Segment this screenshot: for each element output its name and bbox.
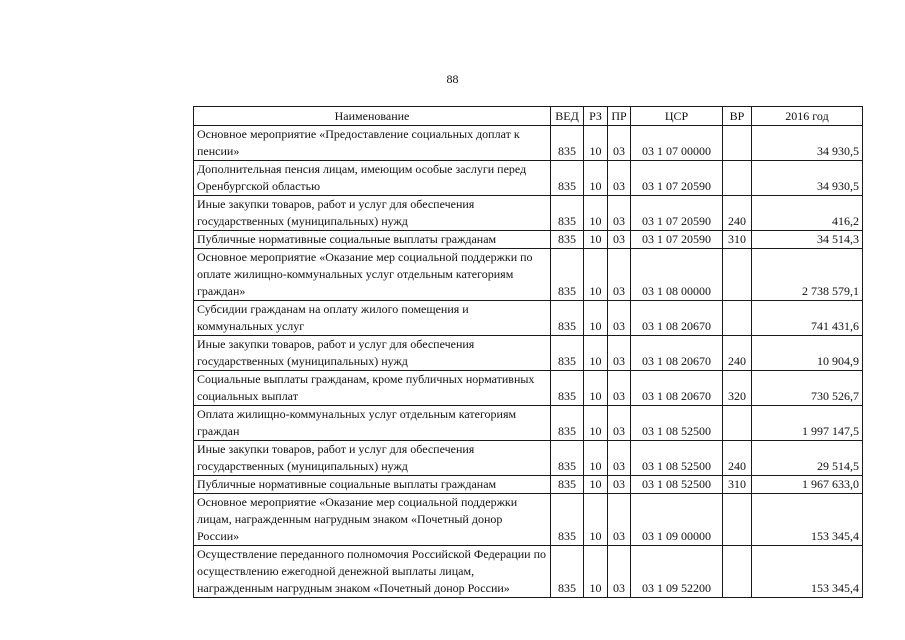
table-row <box>194 161 863 196</box>
table-row <box>194 196 863 231</box>
row-csr: 03 1 08 52500 <box>631 476 723 494</box>
row-pr: 03 <box>608 301 631 336</box>
row-ved: 835 <box>551 336 584 371</box>
row-rz: 10 <box>584 196 608 231</box>
table-row <box>194 546 863 598</box>
row-csr: 03 1 08 00000 <box>631 249 723 301</box>
row-vr <box>723 546 752 598</box>
row-rz: 10 <box>584 371 608 406</box>
row-vr: 310 <box>723 231 752 249</box>
row-csr: 03 1 09 00000 <box>631 494 723 546</box>
budget-table <box>193 106 863 598</box>
row-csr: 03 1 07 20590 <box>631 196 723 231</box>
row-vr: 240 <box>723 196 752 231</box>
row-csr: 03 1 07 20590 <box>631 231 723 249</box>
table-row <box>194 476 863 494</box>
row-name: Иные закупки товаров, работ и услуг для обеспечения государственных (муниципальных) нужд <box>194 196 551 231</box>
row-vr <box>723 494 752 546</box>
row-ved: 835 <box>551 441 584 476</box>
row-amount: 29 514,5 <box>752 441 863 476</box>
row-vr: 320 <box>723 371 752 406</box>
row-pr: 03 <box>608 336 631 371</box>
row-name: Социальные выплаты гражданам, кроме публичных нормативных социальных выплат <box>194 371 551 406</box>
row-ved: 835 <box>551 231 584 249</box>
row-rz: 10 <box>584 336 608 371</box>
row-rz: 10 <box>584 494 608 546</box>
row-name: Публичные нормативные социальные выплаты гражданам <box>194 231 551 249</box>
row-csr: 03 1 08 20670 <box>631 301 723 336</box>
row-pr: 03 <box>608 406 631 441</box>
table-body <box>194 126 863 598</box>
row-vr: 240 <box>723 336 752 371</box>
row-amount: 1 967 633,0 <box>752 476 863 494</box>
row-name: Дополнительная пенсия лицам, имеющим особые заслуги перед Оренбургской областью <box>194 161 551 196</box>
row-vr <box>723 301 752 336</box>
row-rz: 10 <box>584 476 608 494</box>
row-ved: 835 <box>551 546 584 598</box>
row-csr: 03 1 09 52200 <box>631 546 723 598</box>
row-pr: 03 <box>608 494 631 546</box>
page-number: 88 <box>446 72 459 86</box>
row-pr: 03 <box>608 161 631 196</box>
header-pr: ПР <box>608 107 631 126</box>
row-amount: 741 431,6 <box>752 301 863 336</box>
row-rz: 10 <box>584 546 608 598</box>
table-row <box>194 231 863 249</box>
row-ved: 835 <box>551 126 584 161</box>
row-csr: 03 1 08 20670 <box>631 336 723 371</box>
row-vr <box>723 161 752 196</box>
table-row <box>194 406 863 441</box>
row-ved: 835 <box>551 161 584 196</box>
row-amount: 34 514,3 <box>752 231 863 249</box>
row-amount: 10 904,9 <box>752 336 863 371</box>
row-name: Публичные нормативные социальные выплаты гражданам <box>194 476 551 494</box>
row-name: Основное мероприятие «Предоставление социальных доплат к пенсии» <box>194 126 551 161</box>
row-name: Основное мероприятие «Оказание мер социальной поддержки по оплате жилищно-коммунальных услуг отдельным категориям граждан» <box>194 249 551 301</box>
row-amount: 153 345,4 <box>752 494 863 546</box>
row-name: Иные закупки товаров, работ и услуг для обеспечения государственных (муниципальных) нужд <box>194 441 551 476</box>
header-name: Наименование <box>194 107 551 126</box>
row-amount: 1 997 147,5 <box>752 406 863 441</box>
row-amount: 2 738 579,1 <box>752 249 863 301</box>
row-pr: 03 <box>608 441 631 476</box>
row-vr: 310 <box>723 476 752 494</box>
row-pr: 03 <box>608 126 631 161</box>
row-pr: 03 <box>608 476 631 494</box>
table-row <box>194 441 863 476</box>
table-row <box>194 494 863 546</box>
row-ved: 835 <box>551 249 584 301</box>
row-csr: 03 1 07 20590 <box>631 161 723 196</box>
row-rz: 10 <box>584 301 608 336</box>
table-row <box>194 301 863 336</box>
row-name: Иные закупки товаров, работ и услуг для обеспечения государственных (муниципальных) нужд <box>194 336 551 371</box>
table-row <box>194 336 863 371</box>
table-row <box>194 126 863 161</box>
row-vr <box>723 249 752 301</box>
row-name: Основное мероприятие «Оказание мер социальной поддержки лицам, награжденным нагрудным знаком «Почетный донор России» <box>194 494 551 546</box>
table-row <box>194 371 863 406</box>
row-vr <box>723 406 752 441</box>
row-csr: 03 1 08 20670 <box>631 371 723 406</box>
header-rz: РЗ <box>584 107 608 126</box>
row-pr: 03 <box>608 231 631 249</box>
row-amount: 34 930,5 <box>752 161 863 196</box>
header-vr: ВР <box>723 107 752 126</box>
row-name: Субсидии гражданам на оплату жилого помещения и коммунальных услуг <box>194 301 551 336</box>
row-pr: 03 <box>608 546 631 598</box>
header-ved: ВЕД <box>551 107 584 126</box>
row-pr: 03 <box>608 371 631 406</box>
row-vr <box>723 126 752 161</box>
row-csr: 03 1 08 52500 <box>631 406 723 441</box>
row-rz: 10 <box>584 441 608 476</box>
row-rz: 10 <box>584 126 608 161</box>
row-ved: 835 <box>551 406 584 441</box>
row-pr: 03 <box>608 196 631 231</box>
table-header-row <box>194 107 863 126</box>
header-csr: ЦСР <box>631 107 723 126</box>
row-csr: 03 1 07 00000 <box>631 126 723 161</box>
row-rz: 10 <box>584 161 608 196</box>
row-rz: 10 <box>584 249 608 301</box>
row-amount: 34 930,5 <box>752 126 863 161</box>
row-ved: 835 <box>551 476 584 494</box>
table-row <box>194 249 863 301</box>
row-rz: 10 <box>584 406 608 441</box>
row-csr: 03 1 08 52500 <box>631 441 723 476</box>
row-amount: 153 345,4 <box>752 546 863 598</box>
row-ved: 835 <box>551 371 584 406</box>
row-amount: 730 526,7 <box>752 371 863 406</box>
row-name: Осуществление переданного полномочия Российской Федерации по осуществлению ежегодной денежной выплаты лицам, награжденным нагрудным знаком «Почетный донор России» <box>194 546 551 598</box>
row-name: Оплата жилищно-коммунальных услуг отдельным категориям граждан <box>194 406 551 441</box>
row-ved: 835 <box>551 196 584 231</box>
header-amount: 2016 год <box>752 107 863 126</box>
row-ved: 835 <box>551 301 584 336</box>
row-rz: 10 <box>584 231 608 249</box>
row-ved: 835 <box>551 494 584 546</box>
row-amount: 416,2 <box>752 196 863 231</box>
row-vr: 240 <box>723 441 752 476</box>
row-pr: 03 <box>608 249 631 301</box>
